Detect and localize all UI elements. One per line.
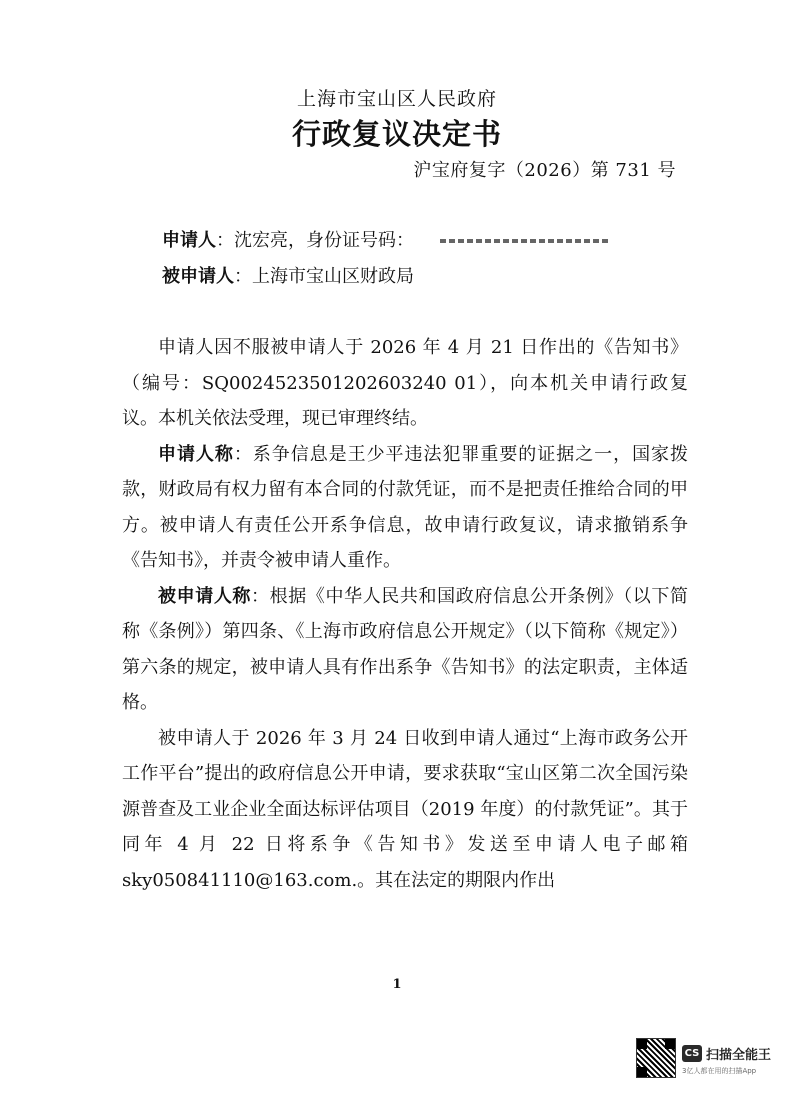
paragraph-facts: 被申请人于 2026 年 3 月 24 日收到申请人通过“上海市政务公开工作平台”提出的政府信息公开申请，要求获取“宝山区第二次全国污染源普查及工业企业全面达标评估项目（2019 年度）的付款凭证”。其于同年 4 月 22 日将系争《告知书》发送至申请人电子邮箱 sky050841110@163.com.。其在法定的期限内作出 — [122, 727, 688, 891]
page-number: 1 — [392, 977, 402, 992]
decision-body — [122, 330, 688, 898]
respondent-claim-label: 被申请人称 — [158, 585, 252, 607]
respondent-line — [162, 262, 414, 288]
document-title: 行政复议决定书 — [291, 117, 502, 151]
scanner-app-name: 扫描全能王 — [706, 1048, 772, 1063]
paragraph-background: 申请人因不服被申请人于 2026 年 4 月 21 日作出的《告知书》（编号：SQ0024523501202603240 01），向本机关申请行政复议。本机关依法受理，现已审理终结。 — [122, 337, 688, 429]
applicant-claim-label: 申请人称 — [158, 443, 234, 465]
issuing-organization: 上海市宝山区人民政府 — [296, 88, 497, 110]
applicant-line — [162, 226, 610, 252]
paragraph-respondent-claim — [122, 579, 688, 721]
respondent-text: ：上海市宝山区财政局 — [234, 266, 414, 287]
scanner-tagline: 3亿人都在用的扫描App — [682, 1067, 757, 1075]
applicant-claim-text: ：系争信息是王少平违法犯罪重要的证据之一，国家拨款，财政局有权力留有本合同的付款凭证，而不是把责任推给合同的甲方。被申请人有责任公开系争信息，故申请行政复议，请求撤销系争《告知书》，并责令被申请人重作。 — [122, 443, 689, 571]
qr-code-icon — [636, 1038, 676, 1078]
paragraph-applicant-claim — [122, 437, 688, 579]
redacted-id-number — [440, 239, 610, 243]
applicant-text: ：沈宏亮，身份证号码： — [216, 230, 414, 251]
document-number: 沪宝府复字（2026）第 731 号 — [413, 160, 676, 181]
applicant-label: 申请人 — [162, 230, 216, 251]
respondent-claim-text: ：根据《中华人民共和国政府信息公开条例》（以下简称《条例》）第四条、《上海市政府信息公开规定》（以下简称《规定》）第六条的规定，被申请人具有作出系争《告知书》的法定职责，主体适格。 — [122, 585, 689, 713]
respondent-label: 被申请人 — [162, 266, 234, 287]
camscanner-logo-icon: CS — [682, 1045, 702, 1062]
